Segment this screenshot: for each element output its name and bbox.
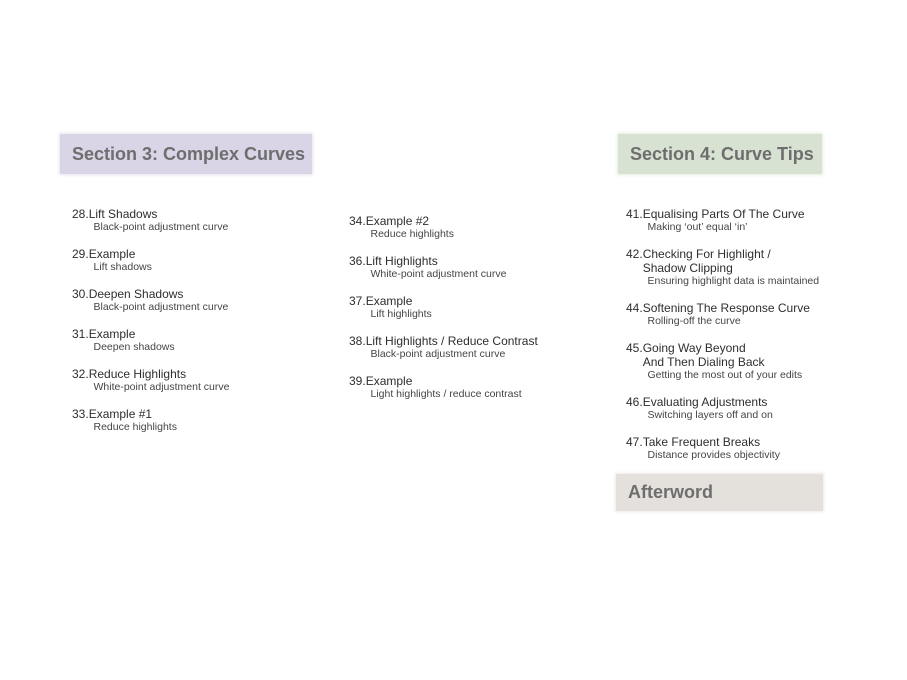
entry-subtitle: Making ‘out’ equal ‘in’ — [647, 221, 748, 233]
entry-subtitle: Reduce highlights — [370, 228, 454, 240]
entry-number: 30. — [72, 287, 89, 301]
entry-subtitle: Ensuring highlight data is maintained — [647, 275, 820, 287]
section-4-header[interactable] — [618, 134, 822, 174]
entry-subtitle: White-point adjustment curve — [370, 268, 507, 280]
toc-entry[interactable] — [349, 334, 599, 374]
entry-subtitle: Lift highlights — [370, 308, 432, 320]
entry-subtitle: Reduce highlights — [93, 421, 177, 433]
entry-subtitle: Switching layers off and on — [647, 409, 773, 421]
toc-entry[interactable] — [626, 435, 866, 475]
entry-number: 36. — [349, 254, 366, 268]
entry-subtitle: Lift shadows — [93, 261, 152, 273]
afterword-title: Afterword — [628, 482, 713, 502]
toc-entry[interactable] — [349, 374, 599, 414]
entry-subtitle: Black-point adjustment curve — [370, 348, 506, 360]
entry-subtitle: White-point adjustment curve — [93, 381, 230, 393]
toc-entry[interactable] — [72, 247, 332, 287]
entry-number: 39. — [349, 374, 366, 388]
entry-title: Deepen Shadows — [88, 287, 184, 301]
entry-subtitle: Distance provides objectivity — [647, 449, 780, 461]
entry-subtitle: Getting the most out of your edits — [647, 369, 803, 381]
entry-title: Lift Highlights — [365, 254, 438, 268]
toc-entry[interactable] — [349, 214, 599, 254]
entry-title: Example — [365, 294, 413, 308]
entry-subtitle: Rolling-off the curve — [647, 315, 741, 327]
entry-title: Example #1 — [88, 407, 153, 421]
section-3-list-right — [349, 214, 599, 414]
entry-title: Reduce Highlights — [88, 367, 187, 381]
entry-title: Going Way Beyond And Then Dialing Back — [642, 341, 765, 369]
toc-entry[interactable] — [72, 287, 332, 327]
entry-title: Equalising Parts Of The Curve — [642, 207, 805, 221]
entry-title: Take Frequent Breaks — [642, 435, 761, 449]
entry-number: 45. — [626, 341, 643, 355]
toc-entry[interactable] — [626, 301, 866, 341]
entry-number: 47. — [626, 435, 643, 449]
entry-number: 33. — [72, 407, 89, 421]
toc-entry[interactable] — [72, 327, 332, 367]
entry-number: 42. — [626, 247, 643, 261]
entry-number: 41. — [626, 207, 643, 221]
toc-entry[interactable] — [626, 395, 866, 435]
entry-subtitle: Black-point adjustment curve — [93, 221, 229, 233]
entry-number: 37. — [349, 294, 366, 308]
entry-title: Evaluating Adjustments — [642, 395, 768, 409]
entry-title: Lift Shadows — [88, 207, 158, 221]
entry-title: Example #2 — [365, 214, 430, 228]
entry-title: Softening The Response Curve — [642, 301, 810, 315]
entry-subtitle: Black-point adjustment curve — [93, 301, 229, 313]
entry-number: 46. — [626, 395, 643, 409]
entry-number: 29. — [72, 247, 89, 261]
toc-entry[interactable] — [626, 207, 866, 247]
section-4-list — [626, 207, 866, 475]
entry-number: 32. — [72, 367, 89, 381]
section-3-list-left — [72, 207, 332, 447]
toc-entry[interactable] — [72, 367, 332, 407]
entry-number: 34. — [349, 214, 366, 228]
entry-title: Example — [88, 327, 136, 341]
toc-entry[interactable] — [349, 254, 599, 294]
entry-title: Checking For Highlight / Shadow Clipping — [642, 247, 771, 275]
section-4-title: Section 4: Curve Tips — [630, 144, 814, 164]
entry-number: 44. — [626, 301, 643, 315]
entry-title: Lift Highlights / Reduce Contrast — [365, 334, 538, 348]
entry-subtitle: Deepen shadows — [93, 341, 175, 353]
entry-title: Example — [365, 374, 413, 388]
section-3-title: Section 3: Complex Curves — [72, 144, 306, 164]
toc-entry[interactable] — [72, 207, 332, 247]
entry-number: 38. — [349, 334, 366, 348]
toc-entry[interactable] — [626, 341, 866, 395]
section-3-header[interactable] — [60, 134, 312, 174]
toc-entry[interactable] — [349, 294, 599, 334]
entry-number: 31. — [72, 327, 89, 341]
toc-entry[interactable] — [72, 407, 332, 447]
afterword-header[interactable] — [616, 474, 823, 511]
entry-title: Example — [88, 247, 136, 261]
entry-subtitle: Light highlights / reduce contrast — [370, 388, 522, 400]
entry-number: 28. — [72, 207, 89, 221]
toc-entry[interactable] — [626, 247, 866, 301]
